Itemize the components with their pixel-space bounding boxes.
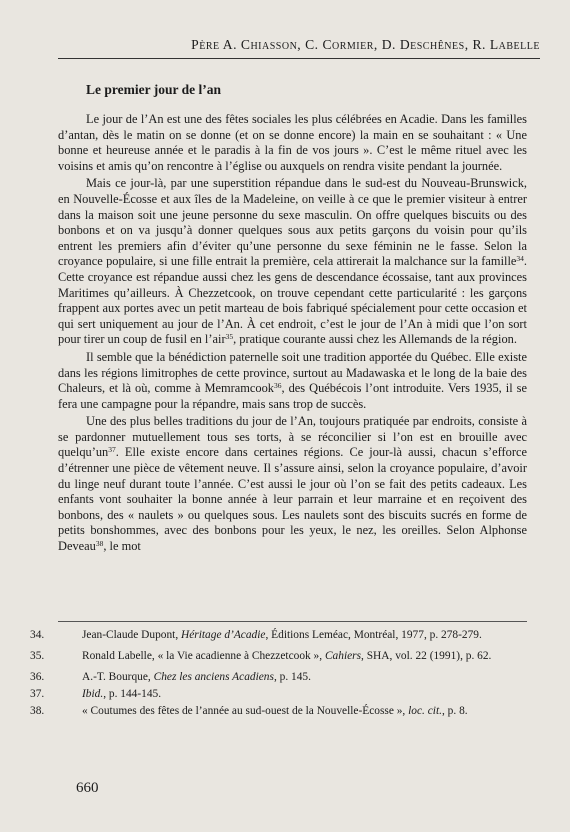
footnote-34 <box>30 629 527 642</box>
paragraph-3 <box>58 350 527 412</box>
paragraph-text: Mais ce jour-là, par une superstition répandue dans le sud-est du Nouveau-Brunswick, en Nouvelle-Écosse et aux îles de la Madeleine, on veille à ce que le premier visiteur à entrer dans la maison soit une jeune personne du sexe masculin. On offre quelques biscuits ou des bonbons et on va jusqu’à donner quelques sous aux petits garçons du voisin pour qu’ils entrent les premiers afin d’éviter qu’une personne du sexe féminin ne le fasse. Selon la croyance populaire, si une fille entrait la première, cela attirerait la malchance sur la famille <box>58 176 527 269</box>
footnote-number: 36. <box>30 671 45 683</box>
footnote-number: 34. <box>30 629 45 641</box>
footnote-text: Ronald Labelle, « la Vie acadienne à Chezzetcook », Cahiers, SHA, vol. 22 (1991), p. 62. <box>82 650 492 662</box>
paragraph-text: , le mot <box>103 539 141 554</box>
paragraph-1 <box>58 112 527 174</box>
paragraph-text: . Elle existe encore dans certaines régions. Ce jour-là aussi, chacun s’efforce d’étrenner une pièce de vêtement neuve. Il s’assure ainsi, selon la croyance populaire, d’avoir du linge neuf durant toute l’année. C’est aussi le jour où l’on se fait des petits cadeaux. Les enfants vont souhaiter la bonne année à leur parrain et leur marraine et en reçoivent des bonbons, des « naulets » ou quelques sous. Les naulets sont des biscuits sucrés en forme de petits bonshommes, avec des bonbons pour les yeux, le nez, les oreilles. Selon Alphonse Deveau <box>58 445 527 554</box>
paragraph-4 <box>58 414 527 554</box>
body-text <box>58 112 527 555</box>
footnotes <box>30 629 527 726</box>
footnote-number: 35. <box>30 650 45 662</box>
footnote-ref-35[interactable]: 35 <box>225 332 234 342</box>
footnote-text: A.-T. Bourque, Chez les anciens Acadiens, p. 145. <box>82 671 311 683</box>
footnote-ref-36[interactable]: 36 <box>274 381 282 391</box>
footnote-text: « Coutumes des fêtes de l’année au sud-ouest de la Nouvelle-Écosse », loc. cit., p. 8. <box>82 705 468 717</box>
footnote-36 <box>30 671 527 684</box>
paragraph-text: Le jour de l’An est une des fêtes sociales les plus célébrées en Acadie. Dans les familles d’antan, dès le matin on se donne (et on se donne encore) la main en se souhaitant : « Une bonne et heureuse année et le paradis à la fin de vos jours ». C’est le même rituel avec les voisins et amis qu’on rencontre à l’église ou auxquels on rendra visite pendant la journée. <box>58 112 527 173</box>
paragraph-text: Il semble que la bénédiction paternelle soit une tradition apportée du Québec. Elle existe dans les régions limitrophes de cette province, surtout au Madawaska et le long de la baie des Chaleurs, et là où, comme à Memramcook <box>58 349 527 396</box>
section-title: Le premier jour de l’an <box>86 82 221 97</box>
footnote-ref-38[interactable]: 38 <box>95 539 104 549</box>
footnote-37 <box>30 688 527 701</box>
running-header: Père A. Chiasson, C. Cormier, D. Deschênes, R. Labelle <box>58 34 540 59</box>
paragraph-text: , pratique courante aussi chez les Allemands de la région. <box>233 332 517 347</box>
footnote-text: Jean-Claude Dupont, Héritage d’Acadie, Éditions Leméac, Montréal, 1977, p. 278-279. <box>82 629 482 641</box>
footnote-number: 38. <box>30 705 45 717</box>
footnote-divider <box>58 621 527 622</box>
footnote-ref-34[interactable]: 34 <box>516 254 524 264</box>
footnote-ref-37[interactable]: 37 <box>108 445 116 455</box>
page-number: 660 <box>76 780 99 796</box>
paragraph-text: Une des plus belles traditions du jour de l’An, toujours pratiquée par endroits, consiste à se pardonner mutuellement tous ses torts, à se réconcilier si l’on est en brouille avec quelqu’un <box>58 414 527 460</box>
footnote-text: Ibid., p. 144-145. <box>82 688 162 700</box>
paragraph-text: , des Québécois l’ont introduite. Vers 1935, il se fera une campagne pour la répandre, mais sans trop de succès. <box>58 381 527 411</box>
paragraph-text: . Cette croyance est répandue aussi chez les gens de descendance écossaise, tant aux provinces Maritimes qu’ailleurs. À Chezzetcook, on trouve cependant cette particularité : les garçons frappent aux portes avec un petit marteau de bois fabriqué spécialement pour cette occasion et qui sert uniquement au jour de l’An. À cet endroit, c’est le jour de l’An à midi que l’on sort pour tirer un coup de fusil en l’air <box>58 254 527 347</box>
footnote-number: 37. <box>30 688 45 700</box>
footnote-35 <box>30 650 527 663</box>
footnote-38 <box>30 705 527 718</box>
paragraph-2 <box>58 176 527 348</box>
